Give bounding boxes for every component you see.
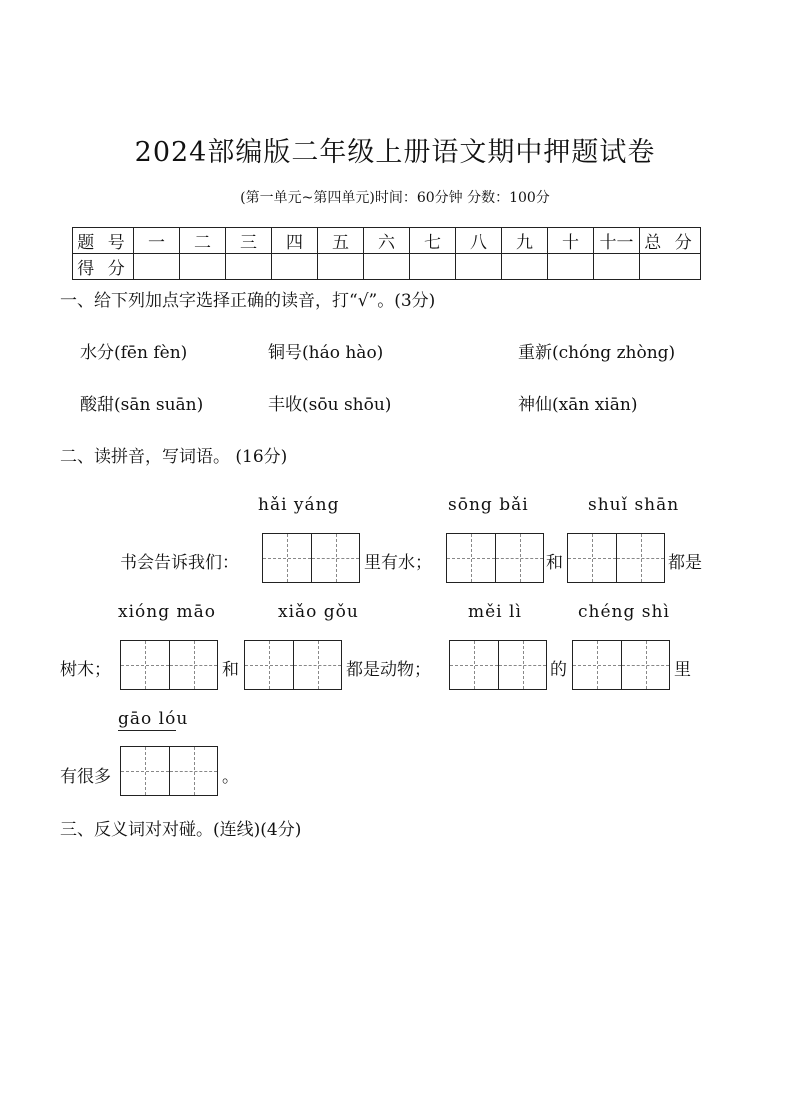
writing-cell[interactable] <box>245 641 293 689</box>
writing-cell[interactable] <box>568 534 616 582</box>
writing-grid[interactable] <box>244 640 342 690</box>
writing-cell[interactable] <box>263 534 311 582</box>
writing-cell[interactable] <box>621 641 669 689</box>
score-cell[interactable] <box>502 254 548 280</box>
total-header: 总 分 <box>640 228 701 254</box>
column-header: 三 <box>226 228 272 254</box>
column-header: 六 <box>364 228 410 254</box>
writing-grid[interactable] <box>446 533 544 583</box>
writing-cell[interactable] <box>498 641 546 689</box>
writing-cell[interactable] <box>311 534 359 582</box>
sentence-text: 都是动物； <box>346 660 431 680</box>
question-1-heading: 一、给下列加点字选择正确的读音，打“√”。(3分) <box>60 291 436 311</box>
sentence-text: 和 <box>546 553 563 573</box>
column-header: 十 <box>548 228 594 254</box>
row-label: 得 分 <box>73 254 134 280</box>
sentence-text: 树木； <box>60 660 111 680</box>
pinyin-hint: sōng bǎi <box>448 495 529 515</box>
score-table <box>72 227 701 280</box>
column-header: 八 <box>456 228 502 254</box>
table-row <box>73 228 701 254</box>
score-cell[interactable] <box>548 254 594 280</box>
underline <box>118 730 176 731</box>
pinyin-hint: shuǐ shān <box>588 495 680 515</box>
pinyin-hint: xióng māo <box>118 602 216 622</box>
sentence-text: 都是 <box>668 553 702 573</box>
writing-grid[interactable] <box>120 640 218 690</box>
writing-cell[interactable] <box>121 641 169 689</box>
sentence-text: 的 <box>550 660 567 680</box>
writing-grid[interactable] <box>120 746 218 796</box>
score-cell[interactable] <box>364 254 410 280</box>
score-cell[interactable] <box>272 254 318 280</box>
column-header: 九 <box>502 228 548 254</box>
q1-item: 铜号(háo hào) <box>268 343 384 363</box>
pinyin-hint: gāo lóu <box>118 709 189 729</box>
question-3-heading: 三、反义词对对碰。(连线)(4分) <box>60 820 302 840</box>
score-cell[interactable] <box>318 254 364 280</box>
pinyin-hint: chéng shì <box>578 602 670 622</box>
score-cell[interactable] <box>594 254 640 280</box>
writing-cell[interactable] <box>293 641 341 689</box>
score-cell[interactable] <box>180 254 226 280</box>
total-score-cell[interactable] <box>640 254 701 280</box>
score-cell[interactable] <box>410 254 456 280</box>
sentence-text: 和 <box>222 660 239 680</box>
score-cell[interactable] <box>226 254 272 280</box>
q1-item: 丰收(sōu shōu) <box>268 395 392 415</box>
column-header: 五 <box>318 228 364 254</box>
score-cell[interactable] <box>456 254 502 280</box>
writing-cell[interactable] <box>573 641 621 689</box>
score-cell[interactable] <box>134 254 180 280</box>
pinyin-hint: měi lì <box>468 602 522 622</box>
writing-cell[interactable] <box>121 747 169 795</box>
writing-grid[interactable] <box>449 640 547 690</box>
writing-grid[interactable] <box>572 640 670 690</box>
q1-item: 重新(chóng zhòng) <box>518 343 676 363</box>
column-header: 十一 <box>594 228 640 254</box>
writing-cell[interactable] <box>495 534 543 582</box>
q1-item: 神仙(xān xiān) <box>518 395 638 415</box>
page-title: 2024部编版二年级上册语文期中押题试卷 <box>134 137 656 168</box>
question-2-heading: 二、读拼音，写词语。 (16分) <box>60 447 288 467</box>
writing-cell[interactable] <box>169 747 217 795</box>
q1-item: 水分(fēn fèn) <box>80 343 188 363</box>
sentence-text: 里有水； <box>364 553 432 573</box>
column-header: 二 <box>180 228 226 254</box>
sentence-text: 。 <box>222 767 239 787</box>
sentence-text: 有很多 <box>60 767 111 787</box>
writing-cell[interactable] <box>169 641 217 689</box>
pinyin-hint: xiǎo gǒu <box>278 602 359 622</box>
pinyin-hint: hǎi yáng <box>258 495 340 515</box>
column-header: 一 <box>134 228 180 254</box>
writing-grid[interactable] <box>262 533 360 583</box>
q1-item: 酸甜(sān suān) <box>80 395 204 415</box>
sentence-text: 书会告诉我们： <box>120 553 239 573</box>
writing-cell[interactable] <box>447 534 495 582</box>
writing-cell[interactable] <box>450 641 498 689</box>
exam-info: (第一单元~第四单元)时间：60分钟 分数：100分 <box>240 190 550 206</box>
table-row <box>73 254 701 280</box>
column-header: 七 <box>410 228 456 254</box>
writing-cell[interactable] <box>616 534 664 582</box>
sentence-text: 里 <box>674 660 691 680</box>
row-label: 题 号 <box>73 228 134 254</box>
column-header: 四 <box>272 228 318 254</box>
writing-grid[interactable] <box>567 533 665 583</box>
